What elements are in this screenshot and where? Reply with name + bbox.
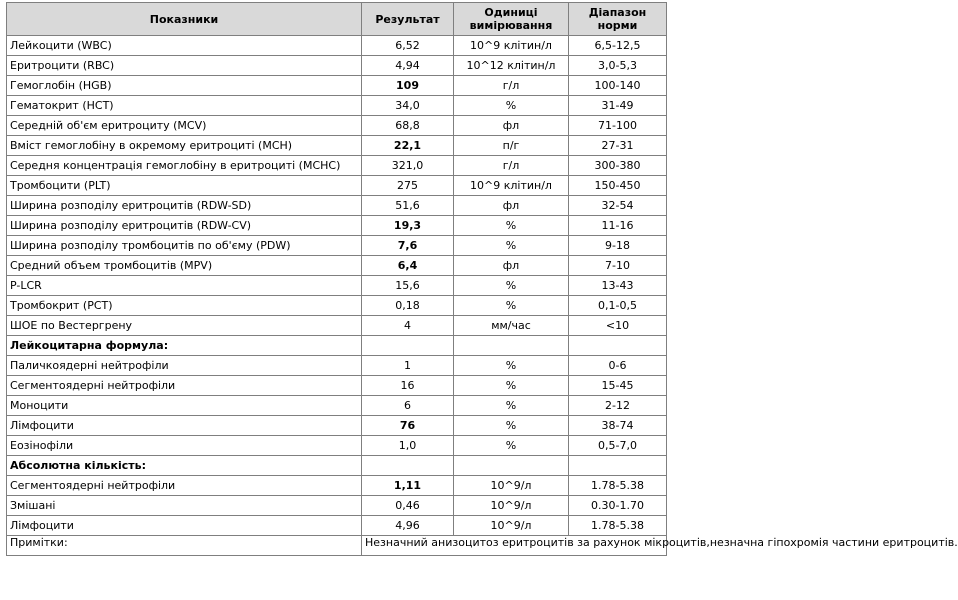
- row-range: <10: [569, 316, 667, 336]
- notes-row: [7, 536, 667, 556]
- row-units: фл: [454, 256, 569, 276]
- row-name: Паличкоядерні нейтрофіли: [7, 356, 362, 376]
- row-name: Лімфоцити: [7, 516, 362, 536]
- row-result: 6,4: [362, 256, 454, 276]
- table-header-row: [7, 3, 667, 36]
- row-name: Средний объем тромбоцитів (MPV): [7, 256, 362, 276]
- table-row: [7, 516, 667, 536]
- row-range: 11-16: [569, 216, 667, 236]
- row-range: 31-49: [569, 96, 667, 116]
- row-units: %: [454, 416, 569, 436]
- table-row: [7, 136, 667, 156]
- row-units: 10^9/л: [454, 516, 569, 536]
- row-name: Змішані: [7, 496, 362, 516]
- empty-cell: [454, 336, 569, 356]
- row-range: 3,0-5,3: [569, 56, 667, 76]
- table-row: [7, 36, 667, 56]
- section-header-row: [7, 336, 667, 356]
- row-name: P-LCR: [7, 276, 362, 296]
- row-name: Середня концентрація гемоглобіну в еритроциті (MCHC): [7, 156, 362, 176]
- row-name: Сегментоядерні нейтрофіли: [7, 376, 362, 396]
- row-units: %: [454, 396, 569, 416]
- row-range: 150-450: [569, 176, 667, 196]
- row-units: фл: [454, 196, 569, 216]
- row-units: %: [454, 276, 569, 296]
- row-result: 109: [362, 76, 454, 96]
- section-title: Лейкоцитарна формула:: [7, 336, 362, 356]
- row-name: Моноцити: [7, 396, 362, 416]
- table-row: [7, 216, 667, 236]
- table-row: [7, 396, 667, 416]
- row-units: %: [454, 376, 569, 396]
- row-range: 0.30-1.70: [569, 496, 667, 516]
- table-row: [7, 156, 667, 176]
- row-result: 34,0: [362, 96, 454, 116]
- table-row: [7, 176, 667, 196]
- row-result: 76: [362, 416, 454, 436]
- row-name: Тромбоцити (PLT): [7, 176, 362, 196]
- header-range: Діапазон норми: [569, 3, 667, 36]
- table-row: [7, 296, 667, 316]
- row-result: 15,6: [362, 276, 454, 296]
- table-row: [7, 96, 667, 116]
- row-range: 15-45: [569, 376, 667, 396]
- row-name: Лейкоцити (WBC): [7, 36, 362, 56]
- row-result: 275: [362, 176, 454, 196]
- table-row: [7, 376, 667, 396]
- empty-cell: [569, 336, 667, 356]
- row-units: п/г: [454, 136, 569, 156]
- row-range: 9-18: [569, 236, 667, 256]
- row-range: 0,5-7,0: [569, 436, 667, 456]
- row-units: %: [454, 236, 569, 256]
- row-name: Вміст гемоглобіну в окремому еритроциті (MCH): [7, 136, 362, 156]
- section-title: Абсолютна кількість:: [7, 456, 362, 476]
- row-name: Гемоглобін (HGB): [7, 76, 362, 96]
- row-name: Ширина розподілу еритроцитів (RDW-CV): [7, 216, 362, 236]
- table-row: [7, 316, 667, 336]
- row-units: фл: [454, 116, 569, 136]
- table-row: [7, 56, 667, 76]
- row-name: Ширина розподілу тромбоцитів по об'єму (PDW): [7, 236, 362, 256]
- header-units: Одиниці вимірювання: [454, 3, 569, 36]
- empty-cell: [362, 336, 454, 356]
- table-body: [7, 36, 958, 556]
- row-result: 4,94: [362, 56, 454, 76]
- row-range: 100-140: [569, 76, 667, 96]
- row-range: 7-10: [569, 256, 667, 276]
- row-result: 4: [362, 316, 454, 336]
- section-header-row: [7, 456, 667, 476]
- row-units: г/л: [454, 76, 569, 96]
- row-units: %: [454, 216, 569, 236]
- row-range: 38-74: [569, 416, 667, 436]
- row-units: %: [454, 96, 569, 116]
- row-result: 0,18: [362, 296, 454, 316]
- table-row: [7, 416, 667, 436]
- row-range: 0-6: [569, 356, 667, 376]
- row-name: Еритроцити (RBC): [7, 56, 362, 76]
- row-range: 6,5-12,5: [569, 36, 667, 56]
- row-result: 7,6: [362, 236, 454, 256]
- table-row: [7, 76, 667, 96]
- row-range: 32-54: [569, 196, 667, 216]
- row-name: Сегментоядерні нейтрофіли: [7, 476, 362, 496]
- row-range: 1.78-5.38: [569, 516, 667, 536]
- row-name: Гематокрит (HCT): [7, 96, 362, 116]
- row-result: 1,11: [362, 476, 454, 496]
- table-row: [7, 116, 667, 136]
- row-range: 300-380: [569, 156, 667, 176]
- table-row: [7, 196, 667, 216]
- empty-cell: [362, 456, 454, 476]
- row-units: 10^9/л: [454, 496, 569, 516]
- table-row: [7, 356, 667, 376]
- row-result: 68,8: [362, 116, 454, 136]
- row-units: 10^9 клітин/л: [454, 176, 569, 196]
- row-name: Лімфоцити: [7, 416, 362, 436]
- row-units: мм/час: [454, 316, 569, 336]
- row-result: 321,0: [362, 156, 454, 176]
- header-name: Показники: [7, 3, 362, 36]
- row-range: 27-31: [569, 136, 667, 156]
- empty-cell: [454, 456, 569, 476]
- blood-test-table: [6, 2, 958, 556]
- row-range: 2-12: [569, 396, 667, 416]
- row-name: Тромбокрит (PCT): [7, 296, 362, 316]
- row-name: Середній об'єм еритроциту (MCV): [7, 116, 362, 136]
- row-result: 1: [362, 356, 454, 376]
- row-name: ШОЕ по Вестергрену: [7, 316, 362, 336]
- row-result: 19,3: [362, 216, 454, 236]
- row-units: %: [454, 436, 569, 456]
- notes-text: Незначний анизоцитоз еритроцитів за рахунок мікроцитів,незначна гіпохромія частини еритроцитів.: [362, 536, 667, 556]
- row-units: %: [454, 296, 569, 316]
- row-name: Ширина розподілу еритроцитів (RDW-SD): [7, 196, 362, 216]
- row-name: Еозінофіли: [7, 436, 362, 456]
- notes-label: Примітки:: [7, 536, 362, 556]
- row-range: 71-100: [569, 116, 667, 136]
- table-row: [7, 476, 667, 496]
- row-result: 1,0: [362, 436, 454, 456]
- row-range: 1.78-5.38: [569, 476, 667, 496]
- row-result: 22,1: [362, 136, 454, 156]
- row-result: 0,46: [362, 496, 454, 516]
- row-units: %: [454, 356, 569, 376]
- row-result: 6,52: [362, 36, 454, 56]
- row-result: 4,96: [362, 516, 454, 536]
- row-range: 13-43: [569, 276, 667, 296]
- header-result: Результат: [362, 3, 454, 36]
- table-row: [7, 236, 667, 256]
- table-row: [7, 496, 667, 516]
- row-result: 6: [362, 396, 454, 416]
- empty-cell: [569, 456, 667, 476]
- row-units: 10^9 клітин/л: [454, 36, 569, 56]
- row-units: 10^9/л: [454, 476, 569, 496]
- table-row: [7, 436, 667, 456]
- table-row: [7, 256, 667, 276]
- row-result: 16: [362, 376, 454, 396]
- row-range: 0,1-0,5: [569, 296, 667, 316]
- row-units: 10^12 клітин/л: [454, 56, 569, 76]
- row-units: г/л: [454, 156, 569, 176]
- row-result: 51,6: [362, 196, 454, 216]
- table-row: [7, 276, 667, 296]
